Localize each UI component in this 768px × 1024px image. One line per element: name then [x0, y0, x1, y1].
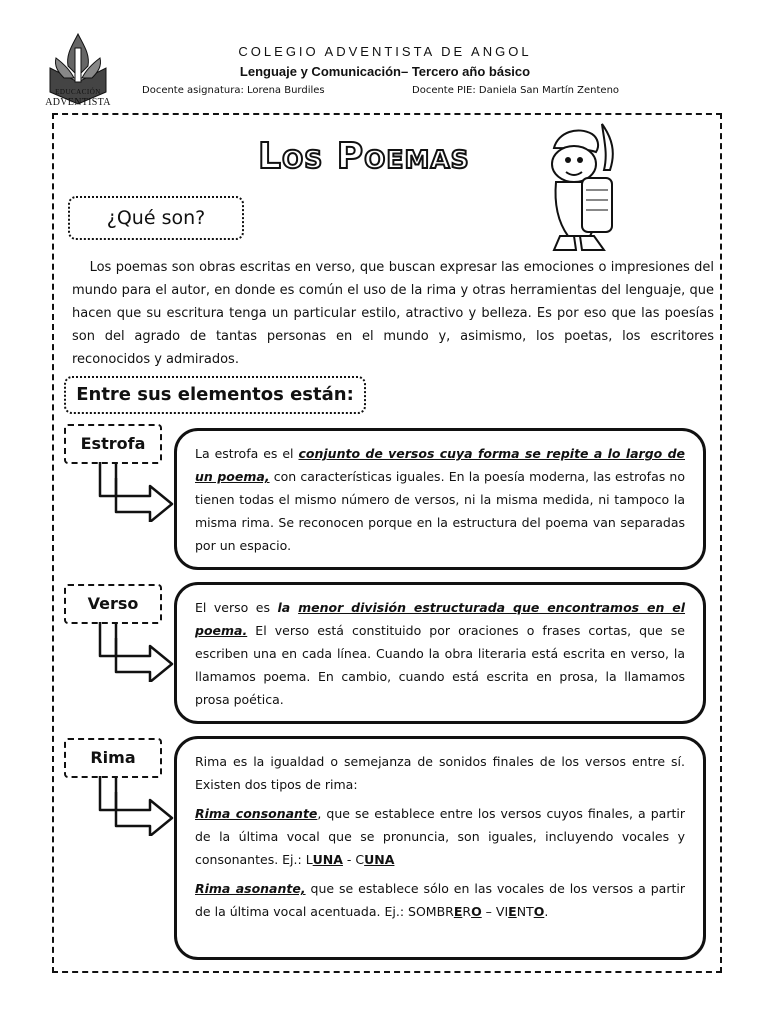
label-estrofa: Estrofa — [64, 424, 162, 464]
intro-text: Los poemas son obras escritas en verso, que buscan expresar las emociones o impresiones del mundo para el autor, en donde es común el uso de la rima y otras herramientas del lenguaje, que hacen que su escritura tenga un particular estilo, atractivo y belleza. Es por eso que las poesías son del agrado de tantas personas en el mundo y, asimismo, los poetas, los escritores reconocidos y admirados. — [72, 260, 714, 367]
example-letter: L — [305, 852, 313, 867]
example-letter: . — [544, 904, 549, 919]
example-letter: - C — [342, 852, 365, 867]
estrofa-key: conjunto de versos cuya forma se repite a lo largo de un poema, — [195, 446, 686, 484]
verso-bold: la — [277, 600, 299, 615]
rima-asonante-key: Rima asonante, — [195, 881, 306, 896]
teacher-name: Docente asignatura: Lorena Burdiles — [142, 85, 325, 96]
rima-asonante-text: que se establece sólo en las vocales de los versos a partir de la última vocal acentuada. Ej.: SOMBR — [195, 881, 685, 919]
arrow-right-icon — [96, 462, 176, 522]
rima-consonante-text: , que se establece entre los versos cuyos finales, a partir de la última vocal que se pronuncia, son iguales, incluyendo vocales y consonantes. Ej.: — [195, 806, 685, 867]
example-vowel: E — [508, 904, 517, 919]
verso-pre: El verso es — [195, 600, 278, 615]
page-title: Los Poemas — [258, 136, 470, 177]
example-vowel: E — [453, 904, 463, 919]
intro-paragraph — [72, 256, 714, 371]
example-letter: – VI — [481, 904, 509, 919]
rima-consonante-key: Rima consonante — [195, 806, 318, 821]
verso-key: menor división estructurada que encontramos en el poema. — [195, 600, 686, 638]
logo-caption-top: EDUCACIÓN — [55, 88, 101, 96]
arrow-right-icon — [96, 622, 176, 682]
rima-intro: Rima es la igualdad o semejanza de sonidos finales de los versos entre sí. Existen dos tipos de rima: — [195, 754, 685, 792]
elements-heading: Entre sus elementos están: — [64, 376, 366, 414]
estrofa-card — [174, 428, 706, 570]
school-logo — [44, 28, 112, 108]
verso-card — [174, 582, 706, 724]
logo-caption-bottom: ADVENTISTA — [45, 97, 111, 108]
rima-card — [174, 736, 706, 960]
subject-line: Lenguaje y Comunicación– Tercero año básico — [239, 64, 531, 79]
school-name: COLEGIO ADVENTISTA DE ANGOL — [238, 44, 532, 59]
example-vowel: O — [471, 904, 482, 919]
estrofa-post: con características iguales. En la poesía moderna, las estrofas no tienen todas el mismo número de versos, ni la misma medida, ni tampoco la misma rima. Se reconocen porque en la estructura del poema van separadas por un espacio. — [195, 469, 685, 553]
label-rima: Rima — [64, 738, 162, 778]
label-verso: Verso — [64, 584, 162, 624]
pie-teacher-name: Docente PIE: Daniela San Martín Zenteno — [412, 85, 620, 96]
example-letter: R — [462, 904, 472, 919]
verso-post: El verso está constituido por oraciones o frases cortas, que se escriben una en cada línea. Cuando la obra literaria está escrita en verso, la llamamos poema. En cambio, cuando está escrita en prosa, la llamamos prosa poética. — [195, 623, 685, 707]
estrofa-pre: La estrofa es el — [195, 446, 299, 461]
arrow-right-icon — [96, 776, 176, 836]
question-heading: ¿Qué son? — [68, 196, 244, 240]
smurf-with-quill-illustration — [524, 118, 644, 258]
example-vowel: O — [533, 904, 545, 919]
example-rhyme: UNA — [364, 852, 395, 867]
example-letter: NT — [516, 904, 534, 919]
example-rhyme: UNA — [312, 852, 343, 867]
